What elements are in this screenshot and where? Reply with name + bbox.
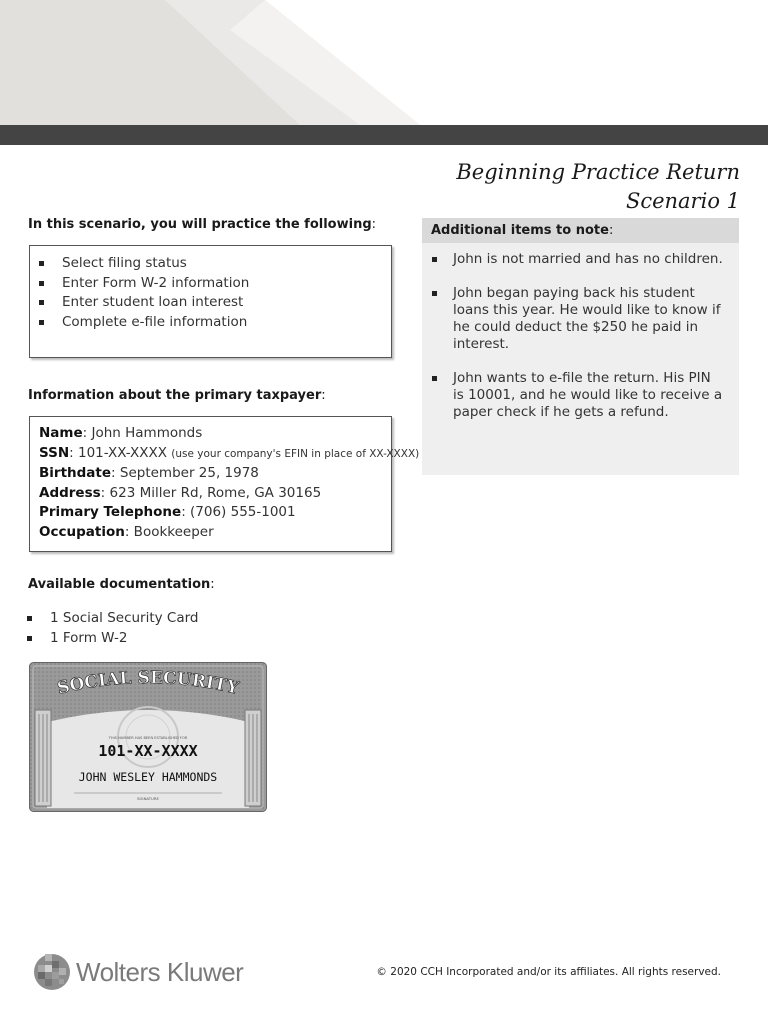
- practice-item: Complete e-file information: [30, 313, 391, 333]
- practice-item: Enter Form W-2 information: [30, 274, 391, 294]
- taxpayer-field-note: (use your company's EFIN in place of XX-XXXX): [171, 447, 420, 460]
- practice-heading-colon: :: [371, 217, 377, 232]
- note-item: John began paying back his student loans this year. He would like to know if he could deduct the $250 he paid in interest.: [422, 285, 725, 353]
- practice-heading: [28, 217, 376, 232]
- taxpayer-field-value: : 101-XX-XXXX: [69, 444, 172, 461]
- social-security-card-image: [29, 662, 267, 812]
- card-signature-label: SIGNATURE: [137, 796, 159, 801]
- header-bar: [0, 125, 768, 145]
- taxpayer-field-label: SSN: [39, 444, 70, 461]
- wolters-kluwer-logo-icon: [32, 952, 72, 992]
- taxpayer-field-label: Primary Telephone: [39, 504, 182, 520]
- practice-list: [30, 254, 391, 332]
- note-item: John is not married and has no children.: [422, 251, 725, 268]
- taxpayer-field-value: : Bookkeeper: [124, 523, 214, 540]
- taxpayer-field: [39, 464, 391, 484]
- taxpayer-field: [39, 424, 391, 444]
- taxpayer-field: [39, 444, 420, 465]
- taxpayer-box: [29, 416, 420, 552]
- practice-item: Select filing status: [30, 254, 391, 274]
- practice-item: Enter student loan interest: [30, 293, 391, 313]
- taxpayer-field-label: Address: [39, 484, 101, 501]
- header-graphic: [0, 0, 768, 125]
- card-header: SOCIAL SECURITY: [55, 667, 241, 699]
- copyright-text: © 2020 CCH Incorporated and/or its affiliates. All rights reserved.: [376, 966, 721, 978]
- notes-heading: [422, 218, 739, 243]
- taxpayer-field-value: : September 25, 1978: [111, 465, 259, 481]
- title-line-1: Beginning Practice Return: [456, 160, 740, 184]
- taxpayer-field-label: Name: [39, 425, 83, 441]
- taxpayer-field: [39, 503, 391, 523]
- taxpayer-heading-text: Information about the primary taxpayer: [28, 388, 322, 403]
- taxpayer-heading-colon: :: [321, 388, 326, 403]
- notes-heading-text: Additional items to note: [431, 223, 609, 238]
- taxpayer-heading: [28, 388, 326, 403]
- taxpayer-field-value: : John Hammonds: [82, 425, 203, 441]
- documentation-item: 1 Form W-2: [18, 629, 199, 649]
- notes-list: [422, 243, 739, 421]
- page-title: [456, 158, 740, 216]
- documentation-list: [18, 609, 199, 648]
- brand-name: Wolters Kluwer: [76, 957, 244, 987]
- practice-heading-text: In this scenario, you will practice the following: [28, 217, 372, 232]
- taxpayer-field-value: : (706) 555-1001: [181, 504, 296, 520]
- taxpayer-field: [39, 523, 391, 543]
- title-line-2: Scenario 1: [625, 189, 740, 213]
- taxpayer-field-label: Birthdate: [39, 465, 112, 481]
- taxpayer-field-value: : 623 Miller Rd, Rome, GA 30165: [100, 484, 322, 501]
- taxpayer-field: [39, 484, 391, 504]
- note-item: John wants to e-file the return. His PIN is 10001, and he would like to receive a paper check if he gets a refund.: [422, 370, 725, 421]
- card-established-text: THIS NUMBER HAS BEEN ESTABLISHED FOR: [108, 736, 188, 740]
- documentation-heading-colon: :: [210, 577, 215, 592]
- taxpayer-field-label: Occupation: [39, 523, 125, 540]
- notes-heading-colon: :: [608, 223, 614, 238]
- wolters-kluwer-logo: [32, 952, 262, 992]
- documentation-item: 1 Social Security Card: [18, 609, 199, 629]
- practice-box: [29, 245, 392, 358]
- documentation-heading: [28, 577, 215, 592]
- card-number: 101-XX-XXXX: [98, 742, 198, 760]
- documentation-heading-text: Available documentation: [28, 577, 211, 592]
- card-name: JOHN WESLEY HAMMONDS: [78, 770, 218, 784]
- notes-panel: [422, 218, 739, 475]
